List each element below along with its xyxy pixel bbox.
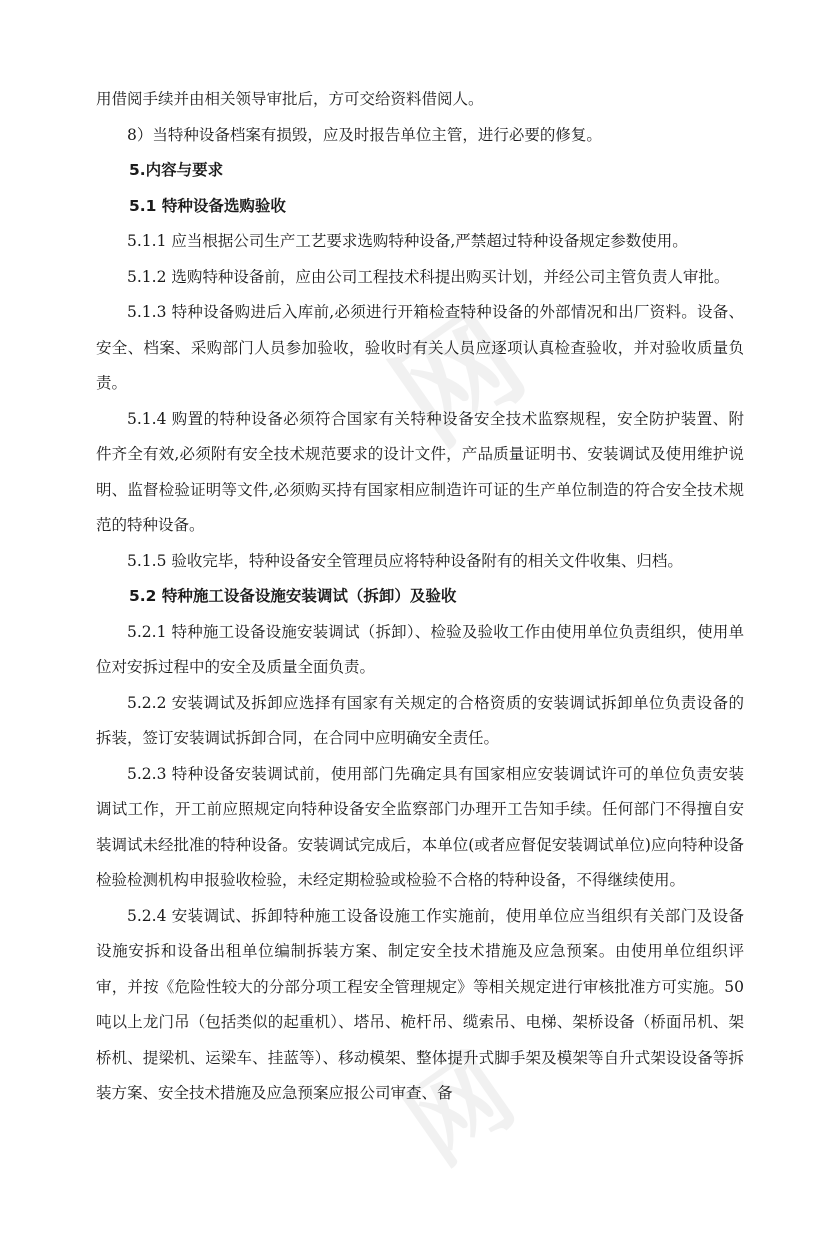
paragraph: 8）当特种设备档案有损毁，应及时报告单位主管，进行必要的修复。 xyxy=(127,125,602,144)
watermark: 网 xyxy=(370,288,549,471)
watermark: 网 xyxy=(385,1032,535,1187)
subsection-heading: 5.1 特种设备选购验收 xyxy=(129,196,286,215)
paragraph: 5.1.4 购置的特种设备必须符合国家有关特种设备安全技术监察规程，安全防护装置、附件齐全有效,必须附有安全技术规范要求的设计文件，产品质量证明书、安装调试及使用维护说明、监督检验证明等文件,必须购买持有国家相应制造许可证的生产单位制造的符合安全技术规范的特种设备。 xyxy=(96,409,744,534)
paragraph: 5.1.2 选购特种设备前，应由公司工程技术科提出购买计划，并经公司主管负责人审批。 xyxy=(127,267,730,286)
section-heading: 5.内容与要求 xyxy=(129,161,224,179)
subsection-heading: 5.2 特种施工设备设施安装调试（拆卸）及验收 xyxy=(129,587,457,605)
paragraph: 用借阅手续并由相关领导审批后，方可交给资料借阅人。 xyxy=(96,90,484,108)
paragraph: 5.1.5 验收完毕，特种设备安全管理员应将特种设备附有的相关文件收集、归档。 xyxy=(127,551,683,570)
document-body xyxy=(96,82,744,1112)
paragraph: 5.1.3 特种设备购进后入库前,必须进行开箱检查特种设备的外部情况和出厂资料。设备、安全、档案、采购部门人员参加验收，验收时有关人员应逐项认真检查验收，并对验收质量负责。 xyxy=(96,303,744,392)
paragraph: 5.2.2 安装调试及拆卸应选择有国家有关规定的合格资质的安装调试拆卸单位负责设备的拆装，签订安装调试拆卸合同，在合同中应明确安全责任。 xyxy=(96,693,744,747)
paragraph: 5.2.1 特种施工设备设施安装调试（拆卸）、检验及验收工作由使用单位负责组织，使用单位对安拆过程中的安全及质量全面负责。 xyxy=(96,622,744,676)
paragraph: 5.2.3 特种设备安装调试前，使用部门先确定具有国家相应安装调试许可的单位负责安装调试工作，开工前应照规定向特种设备安全监察部门办理开工告知手续。任何部门不得擅自安装调试未经批准的特种设备。安装调试完成后，本单位(或者应督促安装调试单位)应向特种设备检验检测机构申报验收检验，未经定期检验或检验不合格的特种设备，不得继续使用。 xyxy=(96,764,744,889)
paragraph: 5.2.4 安装调试、拆卸特种施工设备设施工作实施前，使用单位应当组织有关部门及设备设施安拆和设备出租单位编制拆装方案、制定安全技术措施及应急预案。由使用单位组织评审，并按《危险性较大的分部分项工程安全管理规定》等相关规定进行审核批准方可实施。50 吨以上龙门吊（包括类似的起重机）、塔吊、桅杆吊、缆索吊、电梯、架桥设备（桥面吊机、架桥机、提梁机、运梁车、挂蓝等）、移动模架、整体提升式脚手架及模架等自升式架设设备等拆装方案、安全技术措施及应急预案应报公司审查、备 xyxy=(96,906,744,1102)
paragraph: 5.1.1 应当根据公司生产工艺要求选购特种设备,严禁超过特种设备规定参数使用。 xyxy=(127,232,688,250)
